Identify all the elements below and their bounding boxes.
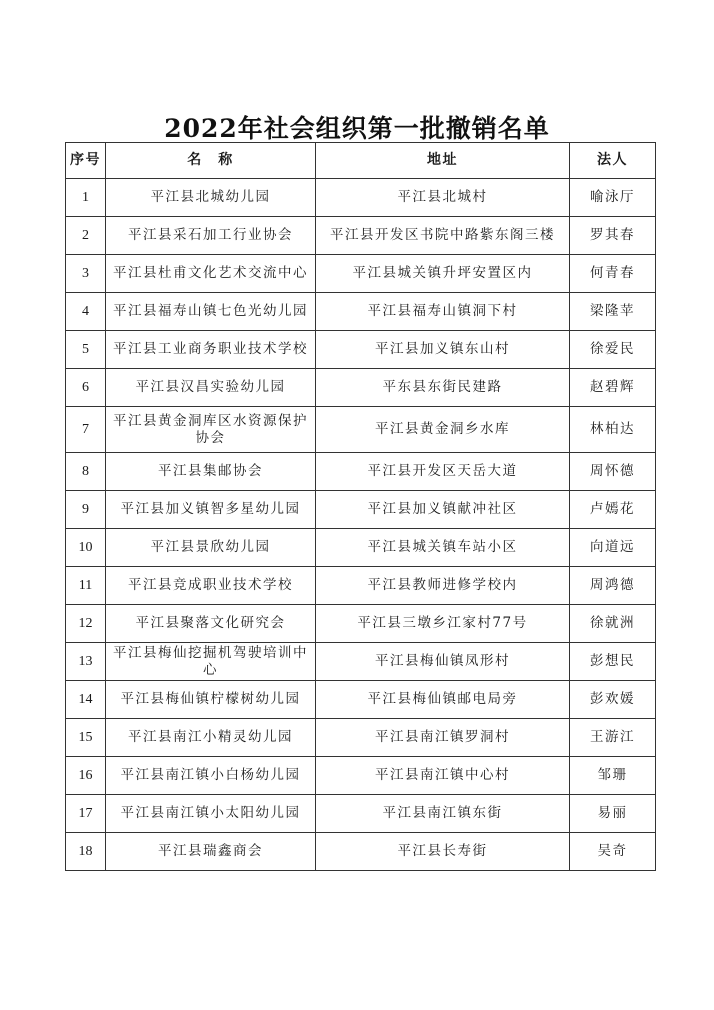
cell-index: 4	[66, 293, 106, 331]
cell-legal-person: 梁隆苹	[570, 293, 656, 331]
cell-address: 平江县开发区书院中路紫东阁三楼	[316, 217, 570, 255]
cell-index: 13	[66, 643, 106, 681]
cell-index: 3	[66, 255, 106, 293]
table-row	[66, 529, 656, 567]
table-row	[66, 567, 656, 605]
cell-name: 平江县工业商务职业技术学校	[106, 331, 316, 369]
cell-address: 平江县三墩乡江家村77号	[316, 605, 570, 643]
cell-address: 平江县黄金洞乡水库	[316, 407, 570, 453]
cell-name: 平江县聚落文化研究会	[106, 605, 316, 643]
cell-legal-person: 彭想民	[570, 643, 656, 681]
cell-name: 平江县杜甫文化艺术交流中心	[106, 255, 316, 293]
cell-legal-person: 徐就洲	[570, 605, 656, 643]
table-row	[66, 331, 656, 369]
cell-name: 平江县福寿山镇七色光幼儿园	[106, 293, 316, 331]
cell-name: 平江县南江镇小太阳幼儿园	[106, 795, 316, 833]
cell-legal-person: 易丽	[570, 795, 656, 833]
table-row	[66, 255, 656, 293]
cell-name: 平江县汉昌实验幼儿园	[106, 369, 316, 407]
cell-name: 平江县梅仙挖掘机驾驶培训中心	[106, 643, 316, 681]
cell-index: 10	[66, 529, 106, 567]
cell-legal-person: 何青春	[570, 255, 656, 293]
table-row	[66, 757, 656, 795]
cell-name: 平江县梅仙镇柠檬树幼儿园	[106, 681, 316, 719]
cell-index: 2	[66, 217, 106, 255]
cell-index: 5	[66, 331, 106, 369]
cell-index: 9	[66, 491, 106, 529]
cell-legal-person: 罗其春	[570, 217, 656, 255]
cell-name: 平江县景欣幼儿园	[106, 529, 316, 567]
table-row	[66, 719, 656, 757]
cell-name: 平江县南江小精灵幼儿园	[106, 719, 316, 757]
cell-index: 7	[66, 407, 106, 453]
header-legal-person: 法人	[570, 143, 656, 179]
cell-index: 1	[66, 179, 106, 217]
table-row	[66, 369, 656, 407]
cell-address: 平江县南江镇罗洞村	[316, 719, 570, 757]
table-row	[66, 795, 656, 833]
cell-address: 平江县梅仙镇凤形村	[316, 643, 570, 681]
cell-address: 平江县南江镇东街	[316, 795, 570, 833]
cell-name: 平江县集邮协会	[106, 453, 316, 491]
cell-legal-person: 喻泳厅	[570, 179, 656, 217]
table-row	[66, 453, 656, 491]
table-header-row	[66, 143, 656, 179]
cell-legal-person: 邹珊	[570, 757, 656, 795]
cell-index: 12	[66, 605, 106, 643]
cell-address: 平江县南江镇中心村	[316, 757, 570, 795]
cell-name: 平江县加义镇智多星幼儿园	[106, 491, 316, 529]
table-row	[66, 681, 656, 719]
cell-address: 平江县福寿山镇洞下村	[316, 293, 570, 331]
cell-address: 平江县城关镇升坪安置区内	[316, 255, 570, 293]
cell-address: 平江县教师进修学校内	[316, 567, 570, 605]
cell-legal-person: 林柏达	[570, 407, 656, 453]
table-row	[66, 293, 656, 331]
cell-name: 平江县北城幼儿园	[106, 179, 316, 217]
cell-name: 平江县瑞鑫商会	[106, 833, 316, 871]
table-body	[66, 179, 656, 871]
cell-legal-person: 吴奇	[570, 833, 656, 871]
cell-legal-person: 王游江	[570, 719, 656, 757]
revocation-table	[65, 142, 656, 871]
cell-name: 平江县黄金洞库区水资源保护协会	[106, 407, 316, 453]
header-index: 序号	[66, 143, 106, 179]
cell-legal-person: 徐爱民	[570, 331, 656, 369]
table-row	[66, 491, 656, 529]
page-title: 2022年社会组织第一批撤销名单	[164, 113, 550, 143]
cell-legal-person: 彭欢媛	[570, 681, 656, 719]
cell-index: 8	[66, 453, 106, 491]
cell-legal-person: 卢嫣花	[570, 491, 656, 529]
cell-index: 14	[66, 681, 106, 719]
table-row	[66, 833, 656, 871]
cell-address: 平东县东街民建路	[316, 369, 570, 407]
cell-index: 17	[66, 795, 106, 833]
table-row	[66, 605, 656, 643]
cell-address: 平江县北城村	[316, 179, 570, 217]
cell-legal-person: 周鸿德	[570, 567, 656, 605]
cell-name: 平江县南江镇小白杨幼儿园	[106, 757, 316, 795]
cell-name: 平江县竞成职业技术学校	[106, 567, 316, 605]
cell-index: 18	[66, 833, 106, 871]
header-name: 名 称	[106, 143, 316, 179]
cell-index: 15	[66, 719, 106, 757]
header-address: 地址	[316, 143, 570, 179]
cell-index: 6	[66, 369, 106, 407]
cell-legal-person: 向道远	[570, 529, 656, 567]
cell-index: 11	[66, 567, 106, 605]
cell-name: 平江县采石加工行业协会	[106, 217, 316, 255]
table-row	[66, 407, 656, 453]
cell-legal-person: 周怀德	[570, 453, 656, 491]
cell-address: 平江县梅仙镇邮电局旁	[316, 681, 570, 719]
table-row	[66, 179, 656, 217]
table-row	[66, 217, 656, 255]
cell-address: 平江县加义镇东山村	[316, 331, 570, 369]
cell-legal-person: 赵碧辉	[570, 369, 656, 407]
cell-index: 16	[66, 757, 106, 795]
cell-address: 平江县城关镇车站小区	[316, 529, 570, 567]
cell-address: 平江县加义镇献冲社区	[316, 491, 570, 529]
table-row	[66, 643, 656, 681]
cell-address: 平江县长寿街	[316, 833, 570, 871]
cell-address: 平江县开发区天岳大道	[316, 453, 570, 491]
